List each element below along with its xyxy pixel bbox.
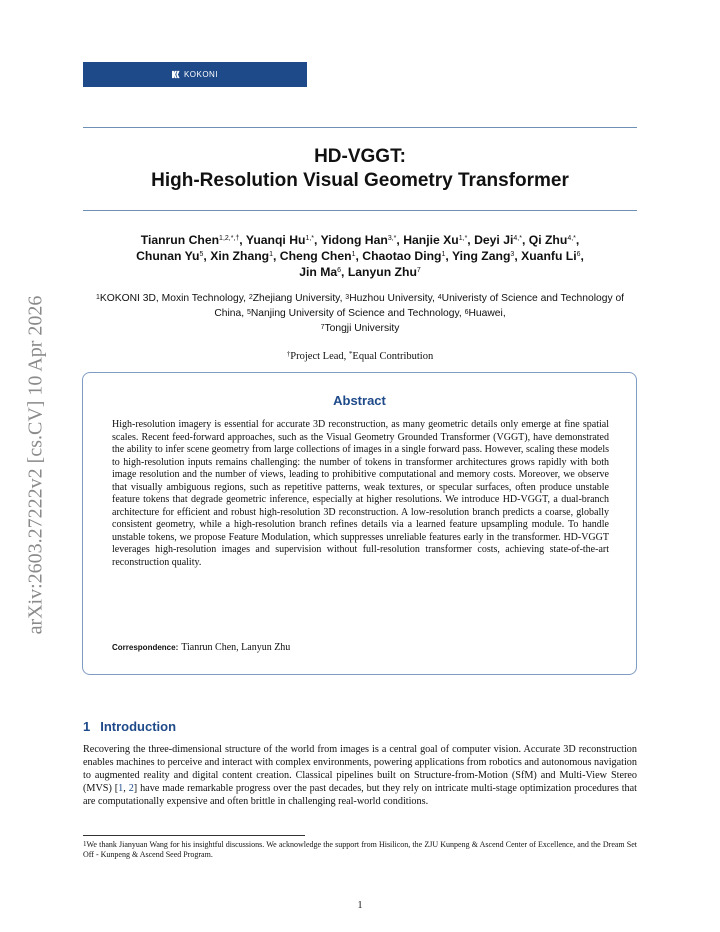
author-sup: 3,*: [387, 235, 397, 242]
affiliation-sup: 3: [345, 294, 350, 301]
affiliation-sup: 4: [437, 294, 442, 301]
affiliation-sup: 5: [246, 309, 251, 316]
affiliation-name: KOKONI 3D, Moxin Technology: [99, 293, 244, 304]
author-name: Hanjie Xu: [403, 233, 459, 247]
affiliation-name: Huzhou University: [349, 293, 432, 304]
intro-text-before: Recovering the three-dimensional structure of the world from images is a central goal of computer vision. Accurate 3D reconstruction enables machines to perceive and interact with complex environments, powering applications from robotics and autonomous navigation to augmented reality and digital content creation. Classical pipelines built on Structure-from-Motion (SfM) and Multi-View Stereo (MVS) [: [83, 744, 637, 794]
footnote: [83, 840, 637, 860]
abstract-text: High-resolution imagery is essential for accurate 3D reconstruction, as many geometric details only emerge at fine spatial scales. Recent feed-forward approaches, such as the Visual Geometry Grounded Transformer (VGGT), have demonstrated the ability to infer scene geometry from large collections of images in a single forward pass. However, scaling these models to high-resolution inputs remains challenging: the number of tokens in transformer architectures grows rapidly with both image resolution and the number of views, leading to prohibitive computational and memory costs. Moreover, we observe that visually ambiguous regions, such as repetitive patterns, weak textures, or specular surfaces, often produce unstable feature tokens that degrade geometric inference, especially at higher resolutions. We introduce HD-VGGT, a dual-branch architecture for efficient and robust high-resolution 3D reconstruction. A low-resolution branch predicts a coarse, globally consistent geometry, while a high-resolution branch refines details via a learned feature upsampling module. To handle unstable tokens, we propose Feature Modulation, which suppresses unreliable features early in the transformer. HD-VGGT leverages high-resolution images and supervision without full-resolution transformer costs, achieving state-of-the-art reconstruction quality.: [112, 419, 609, 569]
author-sup: 1: [441, 251, 446, 258]
author-sup: 4,*: [513, 235, 522, 242]
project-lead-label: Project Lead: [290, 351, 344, 362]
kokoni-banner: [83, 62, 307, 87]
citation-link[interactable]: 1: [118, 782, 124, 794]
author-sup: 6: [337, 267, 342, 274]
author-sup: 5: [199, 251, 204, 258]
section-number: 1: [83, 719, 91, 734]
affiliation-name: Univeristy of Science and Technology of China: [214, 293, 625, 319]
affiliation-name: Nanjing University of Science and Technology: [250, 308, 459, 319]
affiliation-name: Tongji University: [324, 323, 400, 334]
author-name: Chunan Yu: [136, 249, 200, 263]
contribution-note: †Project Lead, *Equal Contribution: [286, 350, 434, 362]
equal-contribution-label: Equal Contribution: [352, 351, 434, 362]
author-name: Qi Zhu: [528, 233, 568, 247]
footnote-rule: [83, 835, 305, 836]
author-name: Deyi Ji: [474, 233, 514, 247]
author-name: Ying Zang: [451, 249, 511, 263]
correspondence-label: Correspondence:: [112, 643, 179, 652]
citation-separator: ,: [123, 782, 129, 794]
arxiv-identifier: arXiv:2603.27222v2 [cs.CV] 10 Apr 2026: [24, 295, 47, 635]
author-sup: 1,*: [458, 235, 468, 242]
introduction-paragraph: [83, 744, 637, 809]
dagger-mark: †: [286, 350, 291, 358]
affiliation-name: Zhejiang University: [252, 293, 340, 304]
correspondence: [112, 642, 290, 653]
affiliation-sup: 6: [464, 309, 469, 316]
kokoni-logo-icon: [172, 70, 181, 79]
author-name: Chaotao Ding: [362, 249, 442, 263]
author-sup: 7: [416, 267, 421, 274]
banner-text: KOKONI: [183, 70, 219, 79]
author-name: Jin Ma: [299, 265, 338, 279]
affiliation-name: Huawei: [468, 308, 503, 319]
author-name: Xuanfu Li: [521, 249, 577, 263]
footnote-text: We thank Jianyuan Wang for his insightful discussions. We acknowledge the support from Hisilicon, the ZJU Kunpeng & Ascend Center of Excellence, and the Dream Set Off - Kunpeng & Ascend Seed Program.: [83, 840, 637, 859]
author-sup: 1: [269, 251, 274, 258]
affiliation-sup: 1: [95, 294, 100, 301]
affiliation-list: $^1$KOKONI 3D, Moxin Technology, $^2$Zhejiang University, $^3$Huzhou University, $^4$Univeristy of Science and Technology of China, $^5$Nanjing University of Science and Technology, $^6$Huawei, $^7$Tongji University: [95, 293, 625, 334]
paper-title-line1: HD-VGGT:: [314, 146, 406, 167]
footnote-mark: 1: [83, 840, 87, 848]
author-name: Cheng Chen: [279, 249, 352, 263]
author-list: Tianrun Chen$^{1,2,*,\dagger}$, Yuanqi $Hu^{1,*}$, Yidong Han$^{3,*}$, Hanjie $Xu^{1,*}$, Deyi $Ji^{4,*}$, Qi Zhu$^{4,*}$, Chunan Yu$^5$, Xin Zhang$^1$, Cheng Chen$^1$, Chaotao Ding$^1$, Ying Zang$^3$, Xuanfu Li$^6$, Jin Ma$^6$, Lanyun Zhu$^7$: [136, 233, 584, 279]
abstract-box: [82, 372, 637, 675]
affiliation-sup: 7: [320, 324, 325, 331]
author-sup: 4,*: [567, 235, 576, 242]
author-name: Yuanqi Hu: [245, 233, 306, 247]
author-sup: 3: [510, 251, 515, 258]
author-sup: 6: [576, 251, 581, 258]
author-name: Xin Zhang: [210, 249, 270, 263]
correspondence-value: Tianrun Chen, Lanyun Zhu: [181, 642, 291, 653]
author-sup: 1: [351, 251, 356, 258]
author-name: Tianrun Chen: [140, 233, 220, 247]
author-sup: 1,*: [305, 235, 315, 242]
title-rule-top: [83, 127, 637, 128]
title-rule-bottom: [83, 210, 637, 211]
star-mark: *: [348, 350, 353, 358]
abstract-heading: Abstract: [333, 393, 386, 408]
author-name: Yidong Han: [320, 233, 388, 247]
intro-text-after: ] have made remarkable progress over the past decades, but they rely on intricate multi-stage optimization procedures that are computationally expensive and often brittle in challenging real-world conditions.: [83, 782, 638, 807]
author-sup: 1,2,*,†: [219, 235, 240, 242]
author-name: Lanyun Zhu: [347, 265, 417, 279]
citation-link[interactable]: 2: [128, 782, 134, 794]
page-number: 1: [357, 900, 363, 911]
section-title: Introduction: [100, 719, 177, 734]
affiliation-sup: 2: [248, 294, 253, 301]
section-heading-introduction: [83, 719, 176, 734]
paper-title-line2: High-Resolution Visual Geometry Transformer: [151, 170, 569, 191]
